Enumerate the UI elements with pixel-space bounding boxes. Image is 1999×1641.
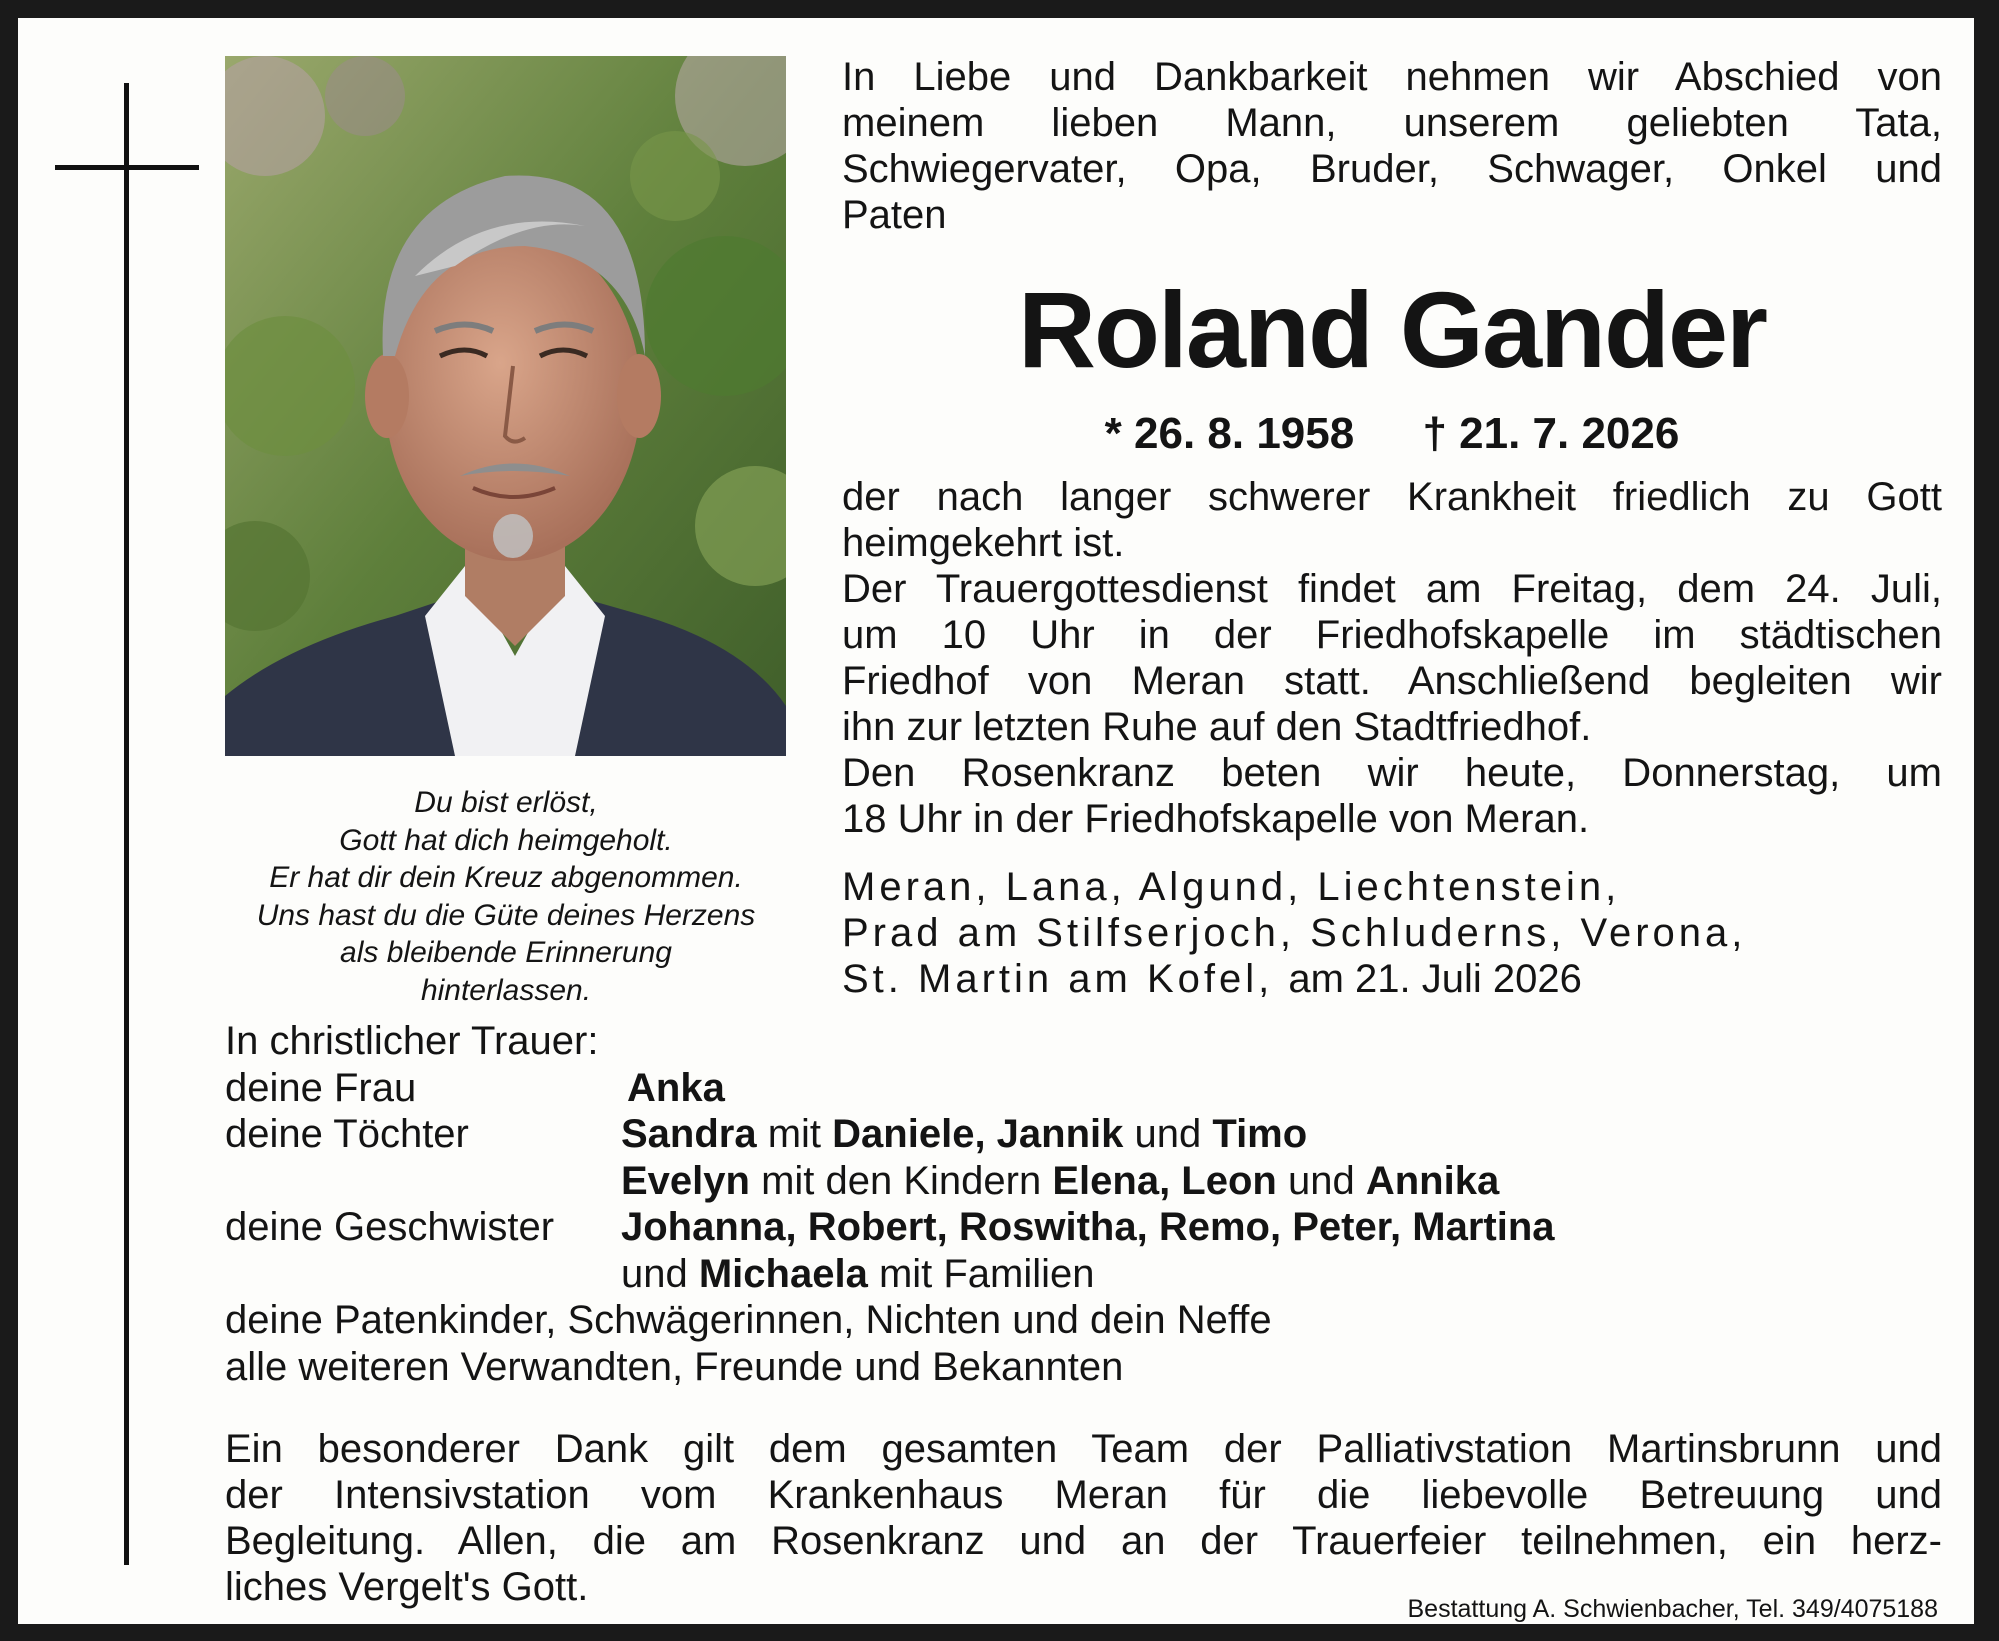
poem — [211, 784, 801, 1009]
places-and-date — [842, 864, 1942, 1002]
funeral-home-credit: Bestattung A. Schwienbacher, Tel. 349/4075188 — [1407, 1595, 1938, 1623]
mourner-name: Johanna, Robert, Roswitha, Remo, Peter, Martina — [621, 1205, 1555, 1249]
connector-text: und — [1123, 1112, 1213, 1156]
body-line: heimgekehrt ist. — [842, 521, 1125, 565]
mourner-name: Timo — [1212, 1112, 1308, 1156]
obituary-card — [18, 18, 1974, 1624]
body-line: der nach langer schwerer Krankheit friedlich zu Gott — [842, 475, 1942, 519]
mourner-name: Michaela — [698, 1251, 868, 1296]
intro-line: Paten — [842, 193, 947, 237]
thanks-text — [225, 1426, 1942, 1610]
mourner-name: Annika — [1365, 1158, 1500, 1203]
body-line: um 10 Uhr in der Friedhofskapelle im städtischen — [842, 613, 1942, 657]
body-line: Friedhof von Meran statt. Anschließend begleiten wir — [842, 659, 1942, 703]
body-line: Der Trauergottesdienst findet am Freitag, dem 24. Juli, — [842, 567, 1942, 611]
relation-label: deine Frau — [225, 1065, 417, 1110]
intro-line: In Liebe und Dankbarkeit nehmen wir Abschied von — [842, 55, 1942, 99]
place-date: am 21. Juli 2026 — [1288, 957, 1582, 1001]
places-line: Prad am Stilfserjoch, Schluderns, Verona, — [842, 911, 1747, 955]
mourners-heading: In christlicher Trauer: — [225, 1019, 599, 1063]
mourner-row-other: deine Patenkinder, Schwägerinnen, Nichten und dein Neffe — [225, 1298, 1272, 1342]
deceased-name: Roland Gander — [1017, 269, 1767, 390]
cross-icon-horizontal — [55, 165, 199, 170]
poem-line: Gott hat dich heimgeholt. — [339, 823, 673, 857]
intro-line: Schwiegervater, Opa, Bruder, Schwager, Onkel und — [842, 147, 1942, 191]
mourner-name: Evelyn — [621, 1158, 750, 1203]
mourner-name: Daniele, Jannik — [832, 1112, 1124, 1156]
body-line: 18 Uhr in der Friedhofskapelle von Meran. — [842, 797, 1590, 841]
connector-text: mit — [756, 1112, 833, 1156]
mourner-row-wife — [225, 1065, 1725, 1112]
thanks-line: Ein besonderer Dank gilt dem gesamten Team der Palliativstation Martinsbrunn und — [225, 1427, 1942, 1471]
cross-icon-vertical — [124, 83, 129, 1565]
places-line: Meran, Lana, Algund, Liechtenstein, — [842, 865, 1621, 909]
portrait-photo — [225, 56, 786, 756]
body-line: Den Rosenkranz beten wir heute, Donnerstag, um — [842, 751, 1942, 795]
mourner-row-other: alle weiteren Verwandten, Freunde und Bekannten — [225, 1344, 1124, 1389]
thanks-line: liches Vergelt's Gott. — [225, 1565, 589, 1609]
places-line — [842, 956, 1942, 1002]
mourner-name: Elena, Leon — [1052, 1158, 1277, 1203]
life-dates — [842, 408, 1942, 460]
poem-line: Du bist erlöst, — [414, 786, 598, 819]
mourner-row-siblings-2 — [225, 1251, 1725, 1298]
connector-text: mit Familien — [867, 1251, 1095, 1296]
poem-line: als bleibende Erinnerung — [340, 936, 672, 969]
connector-text: und — [621, 1251, 699, 1296]
death-date: † 21. 7. 2026 — [1422, 409, 1680, 458]
poem-line: Uns hast du die Güte deines Herzens — [256, 898, 756, 932]
mourner-row-daughters — [225, 1111, 1725, 1158]
relation-label: deine Geschwister — [225, 1205, 555, 1249]
thanks-line: der Intensivstation vom Krankenhaus Meran für die liebevolle Betreuung und — [225, 1473, 1942, 1517]
relation-label: deine Töchter — [225, 1112, 469, 1156]
mourners-list — [225, 1018, 1725, 1390]
places-line-text: St. Martin am Kofel, — [842, 957, 1274, 1001]
intro-text — [842, 54, 1942, 238]
mourner-row-daughters-2 — [225, 1158, 1725, 1205]
connector-text: mit den Kindern — [749, 1158, 1053, 1203]
intro-line: meinem lieben Mann, unserem geliebten Tata, — [842, 101, 1942, 145]
birth-date: * 26. 8. 1958 — [1104, 409, 1355, 458]
poem-line: hinterlassen. — [420, 973, 592, 1007]
body-line: ihn zur letzten Ruhe auf den Stadtfriedhof. — [842, 705, 1592, 749]
thanks-line: Begleitung. Allen, die am Rosenkranz und an der Trauerfeier teilnehmen, ein herz- — [225, 1519, 1942, 1563]
poem-line: Er hat dir dein Kreuz abgenommen. — [269, 861, 743, 894]
mourner-name: Sandra — [621, 1112, 757, 1156]
announcement-text — [842, 474, 1942, 842]
connector-text: und — [1276, 1158, 1366, 1203]
mourner-name: Anka — [627, 1065, 725, 1110]
mourner-row-siblings — [225, 1204, 1725, 1251]
